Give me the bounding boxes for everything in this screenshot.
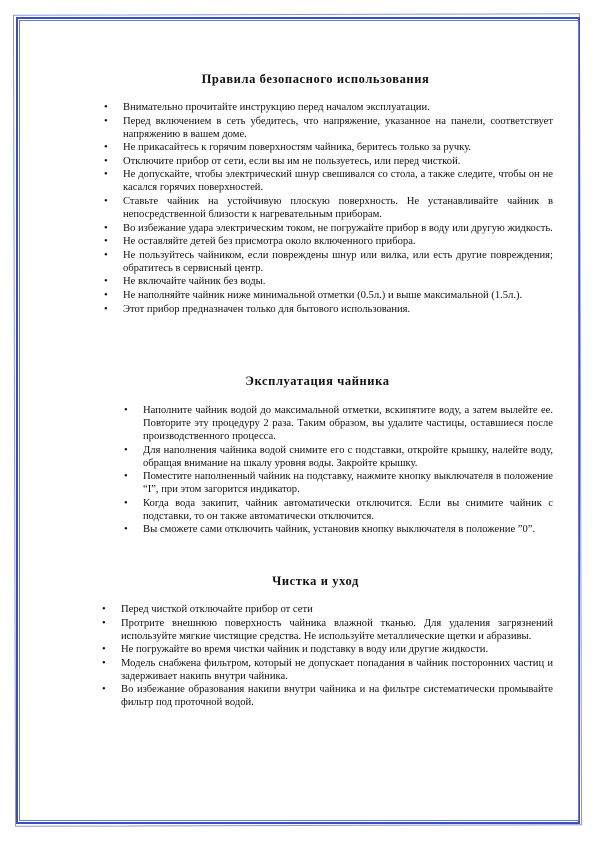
list-item: • Не допускайте, чтобы электрический шнур свешивался со стола, а также следите, чтобы он не касался горячих поверхностей. — [123, 168, 553, 194]
cleaning-list — [121, 603, 553, 710]
section-title-safety: Правила безопасного использования — [201, 72, 430, 86]
list-item: • Не пользуйтесь чайником, если повреждены шнур или вилка, или есть другие повреждения; обратитесь в сервисный центр. — [123, 249, 553, 275]
list-item: • Во избежание образования накипи внутри чайника и на фильтре систематически промывайте фильтр под проточной водой. — [121, 683, 553, 709]
list-item: • Модель снабжена фильтром, который не допускает попадания в чайник посторонних частиц и задерживает накипь внутри чайника. — [121, 657, 553, 683]
list-item: • Не оставляйте детей без присмотра около включенного прибора. — [123, 235, 553, 248]
list-item: • Вы сможете сами отключить чайник, установив кнопку выключателя в положение ”0”. — [143, 523, 553, 536]
safety-rules-list — [123, 101, 553, 316]
list-item: • Перед чисткой отключайте прибор от сети — [121, 603, 553, 616]
list-item: • Для наполнения чайника водой снимите его с подставки, откройте крышку, налейте воду, обращая внимание на шкалу уровня воды. Закройте крышку. — [143, 444, 553, 470]
list-item: • Поместите наполненный чайник на подставку, нажмите кнопку выключателя в положение “I”, при этом загорится индикатор. — [143, 470, 553, 496]
section-title-operation: Эксплуатация чайника — [245, 374, 390, 388]
section-title-cleaning: Чистка и уход — [272, 574, 359, 588]
list-item: • Во избежание удара электрическим током, не погружайте прибор в воду или другую жидкость. — [123, 222, 553, 235]
list-item: • Протрите внешнюю поверхность чайника влажной тканью. Для удаления загрязнений используйте мягкие чистящие средства. Не используйте металлические щетки и абразивы. — [121, 617, 553, 643]
list-item: • Когда вода закипит, чайник автоматически отключится. Если вы снимите чайник с подставки, то он также автоматически отключится. — [143, 497, 553, 523]
list-item: • Не погружайте во время чистки чайник и подставку в воду или другие жидкости. — [121, 643, 553, 656]
list-item: • Не прикасайтесь к горячим поверхностям чайника, беритесь только за ручку. — [123, 141, 553, 154]
list-item: • Внимательно прочитайте инструкцию перед началом эксплуатации. — [123, 101, 553, 114]
list-item: • Ставьте чайник на устойчивую плоскую поверхность. Не устанавливайте чайник в непосредственной близости к нагревательным приборам. — [123, 195, 553, 221]
list-item: • Не включайте чайник без воды. — [123, 275, 553, 288]
operation-list — [143, 404, 553, 537]
list-item: • Этот прибор предназначен только для бытового использования. — [123, 303, 553, 316]
list-item: • Наполните чайник водой до максимальной отметки, вскипятите воду, а затем вылейте ее. Повторите эту процедуру 2 раза. Таким образом, вы удалите частицы, оставшиеся после производственного процесса. — [143, 404, 553, 443]
list-item: • Не наполняйте чайник ниже минимальной отметки (0.5л.) и выше максимальной (1.5л.). — [123, 289, 553, 302]
list-item: • Перед включением в сеть убедитесь, что напряжение, указанное на панели, соответствует напряжению в вашем доме. — [123, 115, 553, 141]
list-item: • Отключите прибор от сети, если вы им не пользуетесь, или перед чисткой. — [123, 155, 553, 168]
